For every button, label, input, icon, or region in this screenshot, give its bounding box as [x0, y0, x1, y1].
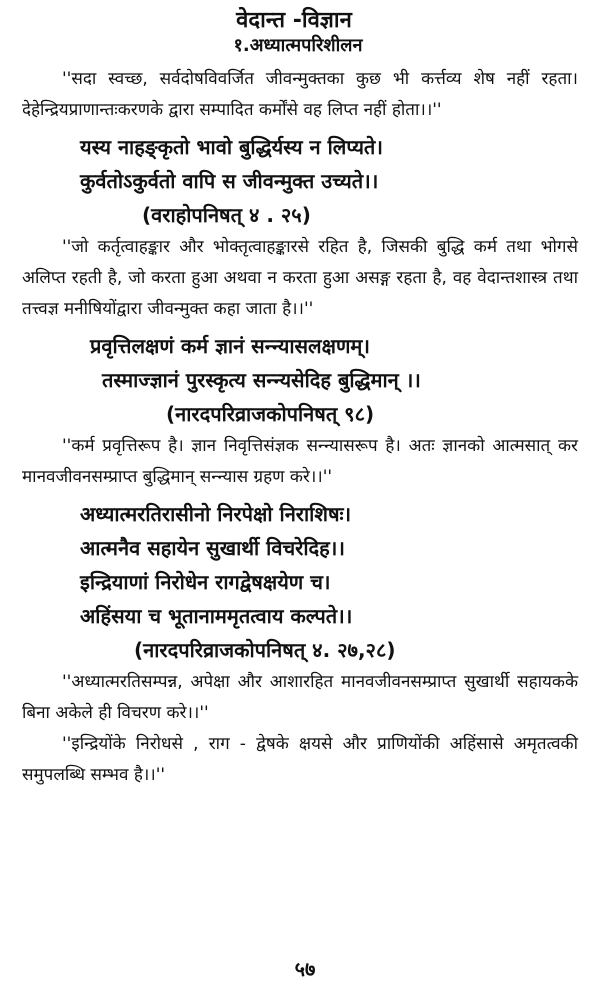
verse-line: अध्यात्मरतिरासीनो निरपेक्षो निराशिषः।	[80, 502, 352, 526]
paragraph-4: ''अध्यात्मरतिसम्पन्न, अपेक्षा और आशारहित मानवजीवनसम्प्राप्त सुखार्थी सहायकके बिना अकेले ही विचरण करे।।''	[22, 672, 578, 723]
page-number: ५७	[294, 957, 316, 981]
page-title: वेदान्त -विज्ञान	[236, 8, 352, 33]
verse-line: यस्य नाहङ्कृतो भावो बुद्धिर्यस्य न लिप्यते।	[80, 135, 383, 159]
verse-block-2	[22, 329, 578, 397]
citation-1: (वराहोपनिषत् ४ . २५)	[142, 203, 311, 227]
paragraph-3: ''कर्म प्रवृत्तिरूप है। ज्ञान निवृत्तिसंज्ञक सन्न्यासरूप है। अतः ज्ञानको आत्मसात् कर मानवजीवनसम्प्राप्त बुद्धिमान् सन्न्यास ग्रहण करे।।''	[22, 436, 578, 487]
paragraph-5: ''इन्द्रियोंके निरोधसे , राग - द्वेषके क्षयसे और प्राणियोंकी अहिंसासे अमृतत्वकी समुपलब्धि सम्भव है।।''	[22, 734, 578, 785]
citation-3: (नारदपरिव्राजकोपनिषत् ४. २७,२८)	[134, 638, 396, 662]
verse-block-1	[22, 130, 578, 198]
verse-line: कुर्वतोऽकुर्वतो वापि स जीवन्मुक्त उच्यते।।	[80, 169, 379, 193]
paragraph-1: ''सदा स्वच्छ, सर्वदोषविवर्जित जीवन्मुक्तका कुछ भी कर्त्तव्य शेष नहीं रहता। देहेन्द्रियप्राणान्तःकरणके द्वारा सम्पादित कर्मोंसे वह लिप्त नहीं होता।।''	[22, 69, 578, 120]
section-heading: १.अध्यात्मपरिशीलन	[233, 35, 363, 56]
verse-block-3	[22, 497, 578, 633]
verse-line: अहिंसया च भूतानाममृतत्वाय कल्पते।।	[80, 604, 353, 628]
verse-line: प्रवृत्तिलक्षणं कर्म ज्ञानं सन्न्यासलक्षणम्।	[90, 334, 370, 358]
citation-2: (नारदपरिव्राजकोपनिषत् ९८)	[166, 402, 375, 426]
verse-line: आत्मनैव सहायेन सुखार्थी विचरेदिह।।	[80, 536, 345, 560]
verse-line: तस्माज्ज्ञानं पुरस्कृत्य सन्न्यसेदिह बुद्धिमान् ।।	[102, 368, 421, 392]
paragraph-2: ''जो कर्तृत्वाहङ्कार और भोक्तृत्वाहङ्कारसे रहित है, जिसकी बुद्धि कर्म तथा भोगसे अलिप्त रहती है, जो करता हुआ अथवा न करता हुआ असङ्ग रहता है, वह वेदान्तशास्त्र तथा तत्त्वज्ञ मनीषियोंद्वारा जीवन्मुक्त कहा जाता है।।''	[22, 237, 578, 319]
verse-line: इन्द्रियाणां निरोधेन रागद्वेषक्षयेण च।	[80, 570, 331, 594]
